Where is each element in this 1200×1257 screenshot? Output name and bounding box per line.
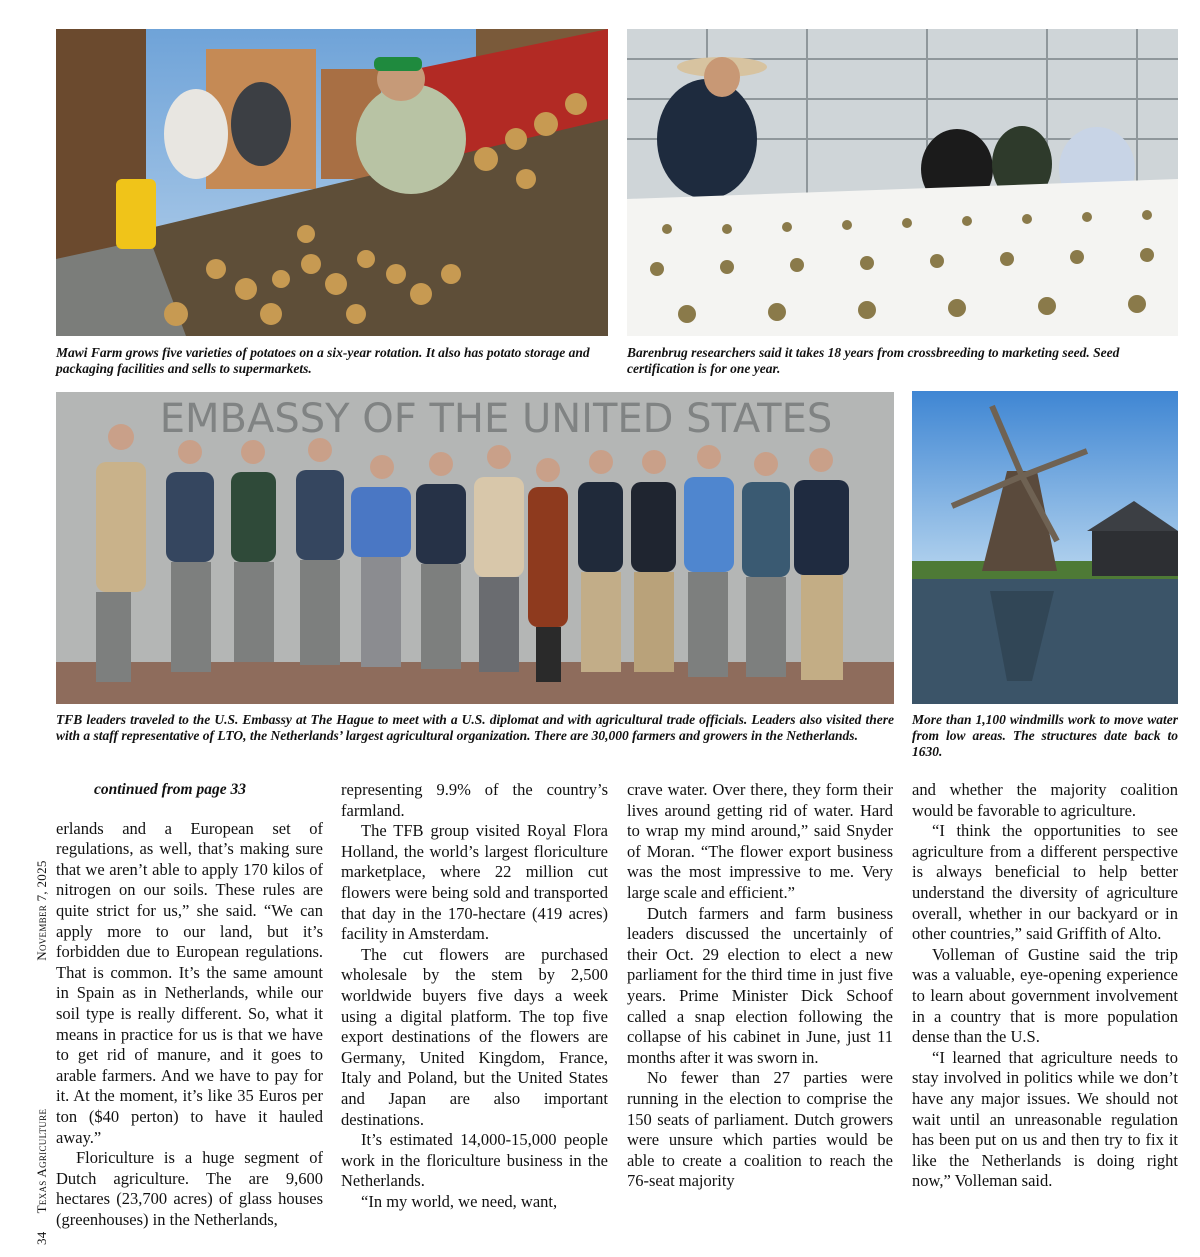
article-column-1 [56, 780, 323, 1230]
paragraph: “In my world, we need, want, [361, 1191, 558, 1211]
embassy-sign-text: EMBASSY OF THE UNITED STATES [159, 396, 833, 442]
potato-farm-caption: Mawi Farm grows five varieties of potatoes on a six-year rotation. It also has potato storage and packaging facilities and sells to supermarkets. [56, 345, 590, 376]
greenhouse-photo [627, 29, 1178, 336]
paragraph: “I think the opportunities to see agriculture from a different perspective is always beneficial to help better understand the diversity of agriculture overall, whether in our backyard or in other countries,” said Griffith of Alto. [912, 821, 1178, 944]
paragraph: The TFB group visited Royal Flora Holland, the world’s largest floriculture marketplace, where 22 million cut flowers were being sold and transported that day in the 170-hectare (419 acres) facility in Amsterdam. [341, 821, 608, 944]
paragraph: The cut flowers are purchased wholesale by the stem by 2,500 worldwide buyers five days a week using a digital platform. The top five export destinations of the flowers are Germany, United Kingdom, France, Italy and Poland, but the United States and Japan are also important destinations. [341, 944, 608, 1129]
paragraph: representing 9.9% of the country’s farmland. [341, 780, 608, 820]
page-folio [34, 860, 50, 1245]
paragraph: Dutch farmers and farm business leaders discussed the uncertainly of their Oct. 29 election to elect a new parliament for the third time in just five years. Prime Minister Dick Schoof called a snap election following the collapse of his cabinet in June, just 11 months after it was sworn in. [627, 903, 893, 1067]
paragraph: erlands and a European set of regulations, as well, that’s making sure that we aren’t able to apply 170 kilos of nitrogen on our soils. These rules are quite strict for us,” she said. “We can apply more to our land, but it’s forbidden due to European regulations. That is common. It’s the same amount in Spain as in Netherlands, while our soil type is really different. So, what it means in practice for us is that we have to get rid of manure, and it goes to arable farmers. And we have to pay for it. At the moment, it’s like 35 Euros per ton ($40 perton) to have it hauled away.” [56, 818, 323, 1147]
paragraph: “I learned that agriculture needs to stay involved in politics while we don’t have any major issues. We should not wait until an unreasonable regulation has been put on us and then try to fix it like the Netherlands is doing right now,” Volleman said. [912, 1047, 1178, 1191]
article-column-4 [912, 780, 1178, 1192]
paragraph: No fewer than 27 parties were running in the election to comprise the 150 seats of parliament. Dutch growers were unsure which parties would be able to create a coalition to reach the 76-seat majority [627, 1068, 893, 1191]
continued-note: continued from page 33 [94, 781, 246, 798]
potato-farm-photo [56, 29, 608, 336]
publication-name: Texas Agriculture [34, 1108, 49, 1214]
paragraph: and whether the majority coalition would be favorable to agriculture. [912, 780, 1178, 820]
embassy-caption: TFB leaders traveled to the U.S. Embassy at The Hague to meet with a U.S. diplomat and with agricultural trade officials. Leaders also visited there with a staff representative of LTO, the Netherlands’ largest agricultural organization. There are 30,000 farmers and growers in the Netherlands. [56, 712, 894, 743]
embassy-group-photo [56, 392, 894, 704]
issue-date: November 7, 2025 [34, 860, 49, 961]
windmill-caption: More than 1,100 windmills work to move water from low areas. The structures date back to 1630. [912, 712, 1178, 759]
article-column-2 [341, 780, 608, 1212]
greenhouse-caption: Barenbrug researchers said it takes 18 years from crossbreeding to marketing seed. Seed certification is for one year. [627, 345, 1120, 376]
paragraph: Volleman of Gustine said the trip was a valuable, eye-opening experience to learn about government involvement in a country that is more population dense than the U.S. [912, 944, 1178, 1047]
paragraph: It’s estimated 14,000-15,000 people work in the floriculture business in the Netherlands. [341, 1130, 608, 1191]
article-column-3 [627, 780, 893, 1192]
windmill-photo [912, 391, 1178, 704]
paragraph: Floriculture is a huge segment of Dutch agriculture. The are 9,600 hectares (23,700 acres) of glass houses (greenhouses) in the Netherlands, [56, 1148, 323, 1229]
paragraph: crave water. Over there, they form their lives around getting rid of water. Hard to wrap my mind around,” said Snyder of Moran. “The flower export business was the most impressive to me. Very large scale and efficient.” [627, 780, 893, 902]
page-number: 34 [34, 1231, 49, 1245]
